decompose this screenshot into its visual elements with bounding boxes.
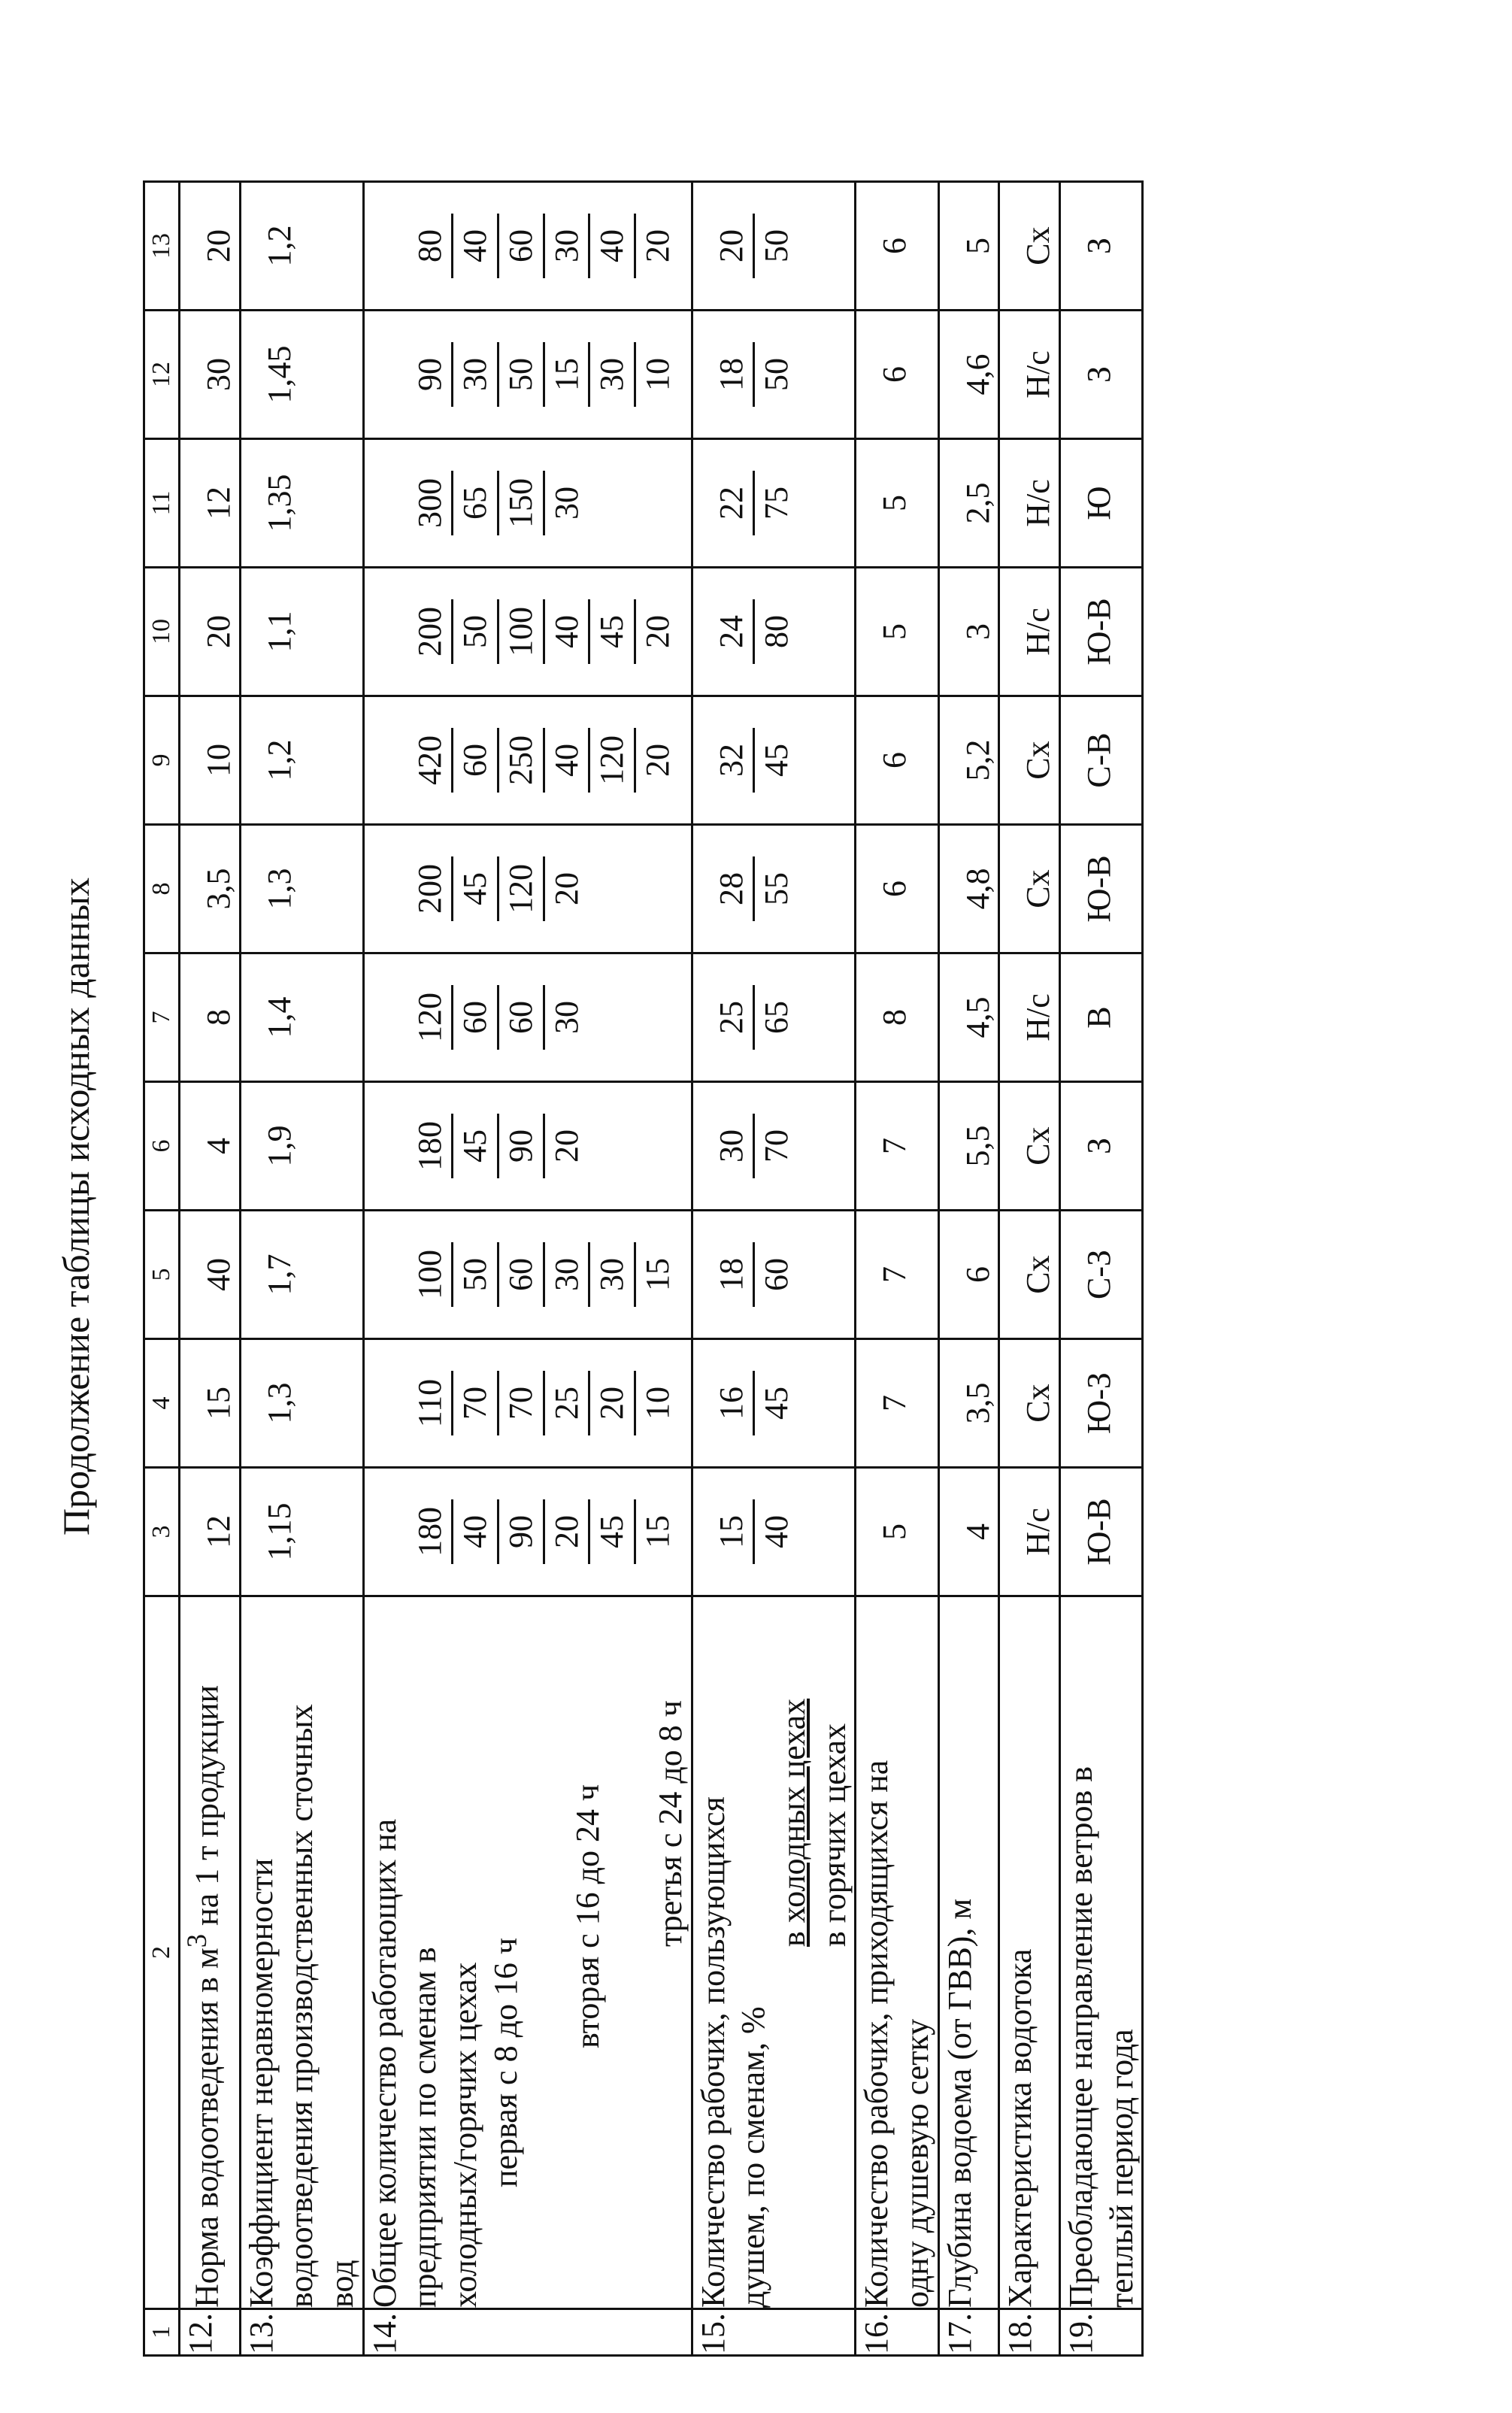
- fraction-value: 50: [758, 358, 795, 391]
- value-cell: [1060, 439, 1143, 568]
- value-cell: [856, 1211, 938, 1339]
- value-cell: [692, 182, 856, 311]
- value-cell: [938, 1211, 999, 1339]
- value-cell: [999, 1468, 1060, 1596]
- value-cell: [363, 1211, 692, 1339]
- column-number: 7: [144, 953, 180, 1082]
- value-cell: [1060, 1339, 1143, 1468]
- fraction-value: 20: [590, 1371, 636, 1435]
- cell-value: Ю: [1080, 486, 1118, 520]
- value-cell: [856, 953, 938, 1082]
- fraction-stack: [365, 568, 680, 695]
- fraction-value: 16: [710, 1371, 756, 1435]
- cell-value: 4,8: [959, 868, 996, 910]
- cell-value: Сх: [1020, 226, 1057, 265]
- value-cell: [856, 1082, 938, 1211]
- value-cell: [180, 1468, 241, 1596]
- fraction-value: 80: [408, 214, 454, 278]
- fraction-value: 180: [408, 1499, 454, 1564]
- cell-value: 6: [876, 752, 914, 768]
- value-cell: [1060, 696, 1143, 825]
- fraction-value: 45: [453, 856, 499, 921]
- fraction-value: 30: [547, 1001, 585, 1034]
- fraction-value: 100: [408, 1242, 454, 1307]
- cell-value: Сх: [1020, 741, 1057, 780]
- table-row: [938, 182, 999, 2356]
- value-cell: [180, 696, 241, 825]
- value-cell: [1060, 182, 1143, 311]
- value-cell: [363, 1468, 692, 1596]
- value-cell: [240, 1082, 363, 1211]
- fraction-stack: [693, 1083, 798, 1209]
- value-cell: [938, 1468, 999, 1596]
- fraction-stack: [365, 1083, 589, 1209]
- fraction-value: 50: [453, 1242, 499, 1307]
- value-cell: [180, 439, 241, 568]
- value-cell: [363, 439, 692, 568]
- cell-value: 1,45: [260, 345, 298, 404]
- fraction-value: 15: [639, 1515, 677, 1548]
- value-cell: [180, 1339, 241, 1468]
- value-cell: [1060, 311, 1143, 439]
- cell-value: 5,5: [959, 1125, 996, 1167]
- value-cell: [363, 182, 692, 311]
- cell-value: 30: [200, 358, 237, 391]
- cell-value: 6: [959, 1266, 996, 1283]
- cell-value: З: [1080, 1137, 1118, 1155]
- cell-value: 1,4: [260, 996, 298, 1038]
- value-cell: [938, 953, 999, 1082]
- fraction-value: 30: [545, 1242, 591, 1307]
- fraction-stack: [365, 440, 589, 566]
- cell-value: 7: [876, 1266, 914, 1283]
- cell-value: 2,5: [959, 482, 996, 524]
- fraction-value: 20: [639, 229, 677, 262]
- fraction-value: 40: [545, 599, 591, 664]
- value-cell: [938, 182, 999, 311]
- row-number: 14.: [363, 2309, 692, 2356]
- value-cell: [180, 311, 241, 439]
- fraction-value: 20: [639, 744, 677, 777]
- cell-value: 1,9: [260, 1125, 298, 1167]
- column-number: 5: [144, 1211, 180, 1339]
- fraction-stack: [693, 697, 798, 823]
- fraction-value: 70: [453, 1371, 499, 1435]
- fraction-value: 50: [758, 229, 795, 262]
- value-cell: [1060, 825, 1143, 953]
- column-number: 12: [144, 311, 180, 439]
- row-description: Коэффициент неравномерности водоотведения производственных сточных вод: [240, 1596, 363, 2309]
- fraction-stack: [693, 1340, 798, 1466]
- cell-value: 8: [876, 1009, 914, 1026]
- cell-value: Н/с: [1020, 993, 1057, 1041]
- fraction-value: 30: [710, 1114, 756, 1178]
- value-cell: [692, 696, 856, 825]
- fraction-value: 70: [758, 1129, 795, 1163]
- cell-value: 3,5: [200, 868, 237, 910]
- column-number: 6: [144, 1082, 180, 1211]
- cell-value: Н/с: [1020, 479, 1057, 527]
- fraction-value: 30: [590, 1242, 636, 1307]
- fraction-value: 24: [710, 599, 756, 664]
- table-row: [692, 182, 856, 2356]
- value-cell: [363, 568, 692, 696]
- fraction-stack: [365, 954, 589, 1081]
- cell-value: 1,3: [260, 1382, 298, 1424]
- cell-value: З: [1080, 365, 1118, 383]
- cell-value: 4: [959, 1523, 996, 1540]
- cell-value: 8: [200, 1009, 237, 1026]
- cell-value: Н/с: [1020, 1508, 1057, 1556]
- fraction-stack: [693, 826, 798, 952]
- cell-value: 4,6: [959, 353, 996, 396]
- cell-value: 1,2: [260, 225, 298, 267]
- table-caption: Продолжение таблицы исходных данных: [55, 877, 97, 1536]
- fraction-value: 10: [639, 1387, 677, 1420]
- value-cell: [1060, 953, 1143, 1082]
- value-cell: [363, 1082, 692, 1211]
- fraction-value: 200: [408, 856, 454, 921]
- cell-value: С-З: [1080, 1249, 1118, 1300]
- row-number: 19.: [1060, 2309, 1143, 2356]
- cell-value: 5,2: [959, 739, 996, 781]
- fraction-value: 45: [758, 1387, 795, 1420]
- value-cell: [999, 1082, 1060, 1211]
- fraction-stack: [693, 311, 798, 438]
- fraction-value: 60: [499, 985, 545, 1050]
- row-description: Норма водоотведения в $м^3$ на 1 т продукции: [180, 1596, 241, 2309]
- column-number: 2: [144, 1596, 180, 2309]
- fraction-value: 45: [590, 1499, 636, 1564]
- value-cell: [999, 1211, 1060, 1339]
- cell-value: 15: [200, 1387, 237, 1420]
- fraction-value: 60: [499, 214, 545, 278]
- fraction-value: 10: [639, 358, 677, 391]
- cell-value: 1,3: [260, 868, 298, 910]
- value-cell: [240, 311, 363, 439]
- cell-value: Н/с: [1020, 608, 1057, 656]
- cell-value: Сх: [1020, 1126, 1057, 1166]
- fraction-value: 45: [453, 1114, 499, 1178]
- fraction-value: 100: [499, 599, 545, 664]
- value-cell: [180, 1211, 241, 1339]
- value-cell: [999, 696, 1060, 825]
- value-cell: [938, 1339, 999, 1468]
- value-cell: [856, 568, 938, 696]
- fraction-value: 20: [547, 872, 585, 905]
- cell-value: 5: [876, 495, 914, 511]
- cell-value: Ю-В: [1080, 855, 1118, 923]
- fraction-value: 60: [453, 728, 499, 793]
- column-number: 9: [144, 696, 180, 825]
- fraction-stack: [365, 697, 680, 823]
- row-description: Количество рабочих, приходящихся на одну душевую сетку: [856, 1596, 938, 2309]
- cell-value: З: [1080, 237, 1118, 255]
- column-number: 10: [144, 568, 180, 696]
- fraction-value: 50: [499, 342, 545, 407]
- fraction-value: 60: [499, 1242, 545, 1307]
- value-cell: [999, 311, 1060, 439]
- table-row: [856, 182, 938, 2356]
- table-row: [240, 182, 363, 2356]
- column-number: 4: [144, 1339, 180, 1468]
- value-cell: [999, 825, 1060, 953]
- fraction-value: 90: [499, 1499, 545, 1564]
- value-cell: [180, 568, 241, 696]
- value-cell: [999, 1339, 1060, 1468]
- value-cell: [856, 696, 938, 825]
- cell-value: 5: [876, 623, 914, 640]
- fraction-value: 60: [453, 985, 499, 1050]
- value-cell: [240, 439, 363, 568]
- value-cell: [692, 1082, 856, 1211]
- fraction-value: 30: [545, 214, 591, 278]
- cell-value: 6: [876, 366, 914, 383]
- value-cell: [363, 311, 692, 439]
- fraction-value: 110: [408, 1371, 454, 1435]
- fraction-value: 25: [545, 1371, 591, 1435]
- value-cell: [692, 953, 856, 1082]
- value-cell: [240, 953, 363, 1082]
- fraction-stack: [365, 1211, 680, 1338]
- value-cell: [240, 182, 363, 311]
- row-number: 18.: [999, 2309, 1060, 2356]
- value-cell: [180, 1082, 241, 1211]
- cell-value: 4: [200, 1138, 237, 1154]
- value-cell: [363, 696, 692, 825]
- cell-value: 12: [200, 1515, 237, 1548]
- fraction-stack: [693, 440, 798, 566]
- column-number: 8: [144, 825, 180, 953]
- fraction-value: 150: [499, 471, 545, 535]
- value-cell: [692, 825, 856, 953]
- fraction-value: 65: [758, 1001, 795, 1034]
- value-cell: [692, 1468, 856, 1596]
- value-cell: [1060, 1211, 1143, 1339]
- value-cell: [692, 439, 856, 568]
- fraction-value: 32: [710, 728, 756, 793]
- value-cell: [856, 311, 938, 439]
- cell-value: Ю-З: [1080, 1372, 1118, 1434]
- cell-value: С-В: [1080, 732, 1118, 788]
- value-cell: [240, 1211, 363, 1339]
- row-number: 12.: [180, 2309, 241, 2356]
- value-cell: [180, 825, 241, 953]
- cell-value: 1,35: [260, 474, 298, 532]
- fraction-value: 60: [758, 1258, 795, 1291]
- value-cell: [938, 696, 999, 825]
- fraction-value: 15: [545, 342, 591, 407]
- fraction-stack: [365, 1340, 680, 1466]
- fraction-value: 55: [758, 872, 795, 905]
- table-row: [180, 182, 241, 2356]
- cell-value: Сх: [1020, 869, 1057, 908]
- value-cell: [692, 1211, 856, 1339]
- cell-value: Сх: [1020, 1255, 1057, 1294]
- row-number: 15.: [692, 2309, 856, 2356]
- value-cell: [692, 311, 856, 439]
- column-number: 3: [144, 1468, 180, 1596]
- table-row: [1060, 182, 1143, 2356]
- value-cell: [999, 439, 1060, 568]
- fraction-value: 20: [710, 214, 756, 278]
- cell-value: 4,5: [959, 996, 996, 1038]
- row-number: 17.: [938, 2309, 999, 2356]
- fraction-value: 18: [710, 1242, 756, 1307]
- fraction-value: 420: [408, 728, 454, 793]
- value-cell: [240, 696, 363, 825]
- fraction-stack: [365, 826, 589, 952]
- fraction-value: 45: [590, 599, 636, 664]
- row-number: 16.: [856, 2309, 938, 2356]
- cell-value: 3,5: [959, 1382, 996, 1424]
- value-cell: [938, 568, 999, 696]
- fraction-stack: [693, 183, 798, 309]
- cell-value: 1,7: [260, 1253, 298, 1296]
- value-cell: [363, 825, 692, 953]
- fraction-value: 300: [408, 471, 454, 535]
- fraction-value: 15: [639, 1258, 677, 1291]
- fraction-stack: [365, 1469, 680, 1595]
- value-cell: [999, 182, 1060, 311]
- value-cell: [363, 953, 692, 1082]
- fraction-value: 250: [499, 728, 545, 793]
- cell-value: 6: [876, 881, 914, 897]
- row-description: Количество рабочих, пользующихся душем, по сменам, % в холодных цехах в горячих цехах: [692, 1596, 856, 2309]
- fraction-value: 45: [758, 744, 795, 777]
- value-cell: [692, 568, 856, 696]
- value-cell: [938, 825, 999, 953]
- cell-value: 5: [876, 1523, 914, 1540]
- cell-value: 20: [200, 229, 237, 262]
- cell-value: 1,15: [260, 1502, 298, 1561]
- value-cell: [938, 311, 999, 439]
- fraction-value: 18: [710, 342, 756, 407]
- column-number: 1: [144, 2309, 180, 2356]
- fraction-value: 40: [453, 1499, 499, 1564]
- cell-value: 12: [200, 487, 237, 520]
- fraction-value: 50: [453, 599, 499, 664]
- column-number: 11: [144, 439, 180, 568]
- cell-value: В: [1080, 1006, 1118, 1029]
- fraction-value: 75: [758, 487, 795, 520]
- cell-value: 10: [200, 744, 237, 777]
- value-cell: [1060, 1082, 1143, 1211]
- table-row: [363, 182, 692, 2356]
- header-row: [144, 182, 180, 2356]
- value-cell: [180, 953, 241, 1082]
- row-number: 13.: [240, 2309, 363, 2356]
- row-description: Преобладающее направление ветров в теплый период года: [1060, 1596, 1143, 2309]
- fraction-value: 40: [545, 728, 591, 793]
- value-cell: [1060, 568, 1143, 696]
- cell-value: Н/с: [1020, 350, 1057, 399]
- fraction-value: 90: [499, 1114, 545, 1178]
- fraction-value: 80: [758, 615, 795, 648]
- value-cell: [999, 953, 1060, 1082]
- fraction-value: 200: [408, 599, 454, 664]
- cell-value: 1,1: [260, 611, 298, 653]
- fraction-stack: [365, 183, 680, 309]
- cell-value: 1,2: [260, 739, 298, 781]
- fraction-value: 25: [710, 985, 756, 1050]
- fraction-value: 65: [453, 471, 499, 535]
- cell-value: 5: [959, 238, 996, 254]
- fraction-stack: [693, 954, 798, 1081]
- value-cell: [856, 1468, 938, 1596]
- value-cell: [856, 439, 938, 568]
- value-cell: [856, 1339, 938, 1468]
- fraction-value: 40: [453, 214, 499, 278]
- fraction-value: 20: [639, 615, 677, 648]
- fraction-stack: [365, 311, 680, 438]
- value-cell: [180, 182, 241, 311]
- value-cell: [240, 1339, 363, 1468]
- fraction-value: 120: [408, 985, 454, 1050]
- fraction-value: 180: [408, 1114, 454, 1178]
- fraction-value: 120: [499, 856, 545, 921]
- value-cell: [938, 1082, 999, 1211]
- cell-value: 7: [876, 1138, 914, 1154]
- fraction-value: 40: [758, 1515, 795, 1548]
- table-row: [999, 182, 1060, 2356]
- value-cell: [1060, 1468, 1143, 1596]
- cell-value: Ю-В: [1080, 1498, 1118, 1566]
- fraction-value: 28: [710, 856, 756, 921]
- value-cell: [363, 1339, 692, 1468]
- fraction-value: 30: [453, 342, 499, 407]
- source-data-table: [143, 180, 1144, 2357]
- value-cell: [240, 568, 363, 696]
- value-cell: [692, 1339, 856, 1468]
- fraction-value: 15: [710, 1499, 756, 1564]
- fraction-value: 120: [590, 728, 636, 793]
- value-cell: [938, 439, 999, 568]
- fraction-value: 40: [590, 214, 636, 278]
- fraction-value: 22: [710, 471, 756, 535]
- fraction-value: 90: [408, 342, 454, 407]
- row-description: Глубина водоема (от ГВВ), м: [938, 1596, 999, 2309]
- fraction-value: 30: [590, 342, 636, 407]
- cell-value: 6: [876, 238, 914, 254]
- cell-value: 40: [200, 1258, 237, 1291]
- fraction-value: 70: [499, 1371, 545, 1435]
- value-cell: [999, 568, 1060, 696]
- cell-value: Сх: [1020, 1384, 1057, 1423]
- fraction-value: 20: [547, 1129, 585, 1163]
- value-cell: [856, 182, 938, 311]
- cell-value: 7: [876, 1395, 914, 1411]
- fraction-value: 20: [545, 1499, 591, 1564]
- column-number: 13: [144, 182, 180, 311]
- fraction-stack: [693, 1469, 798, 1595]
- cell-value: Ю-В: [1080, 598, 1118, 665]
- fraction-stack: [693, 568, 798, 695]
- value-cell: [240, 825, 363, 953]
- row-description: Характеристика водотока: [999, 1596, 1060, 2309]
- fraction-value: 30: [547, 487, 585, 520]
- cell-value: 20: [200, 615, 237, 648]
- fraction-stack: [693, 1211, 798, 1338]
- value-cell: [240, 1468, 363, 1596]
- value-cell: [856, 825, 938, 953]
- cell-value: 3: [959, 623, 996, 640]
- row-description: Общее количество работающих на предприятии по сменам в холодных/горячих цехах первая с 8 до 16 ч вторая с 16 до 24 ч третья с 24 до 8 ч: [363, 1596, 692, 2309]
